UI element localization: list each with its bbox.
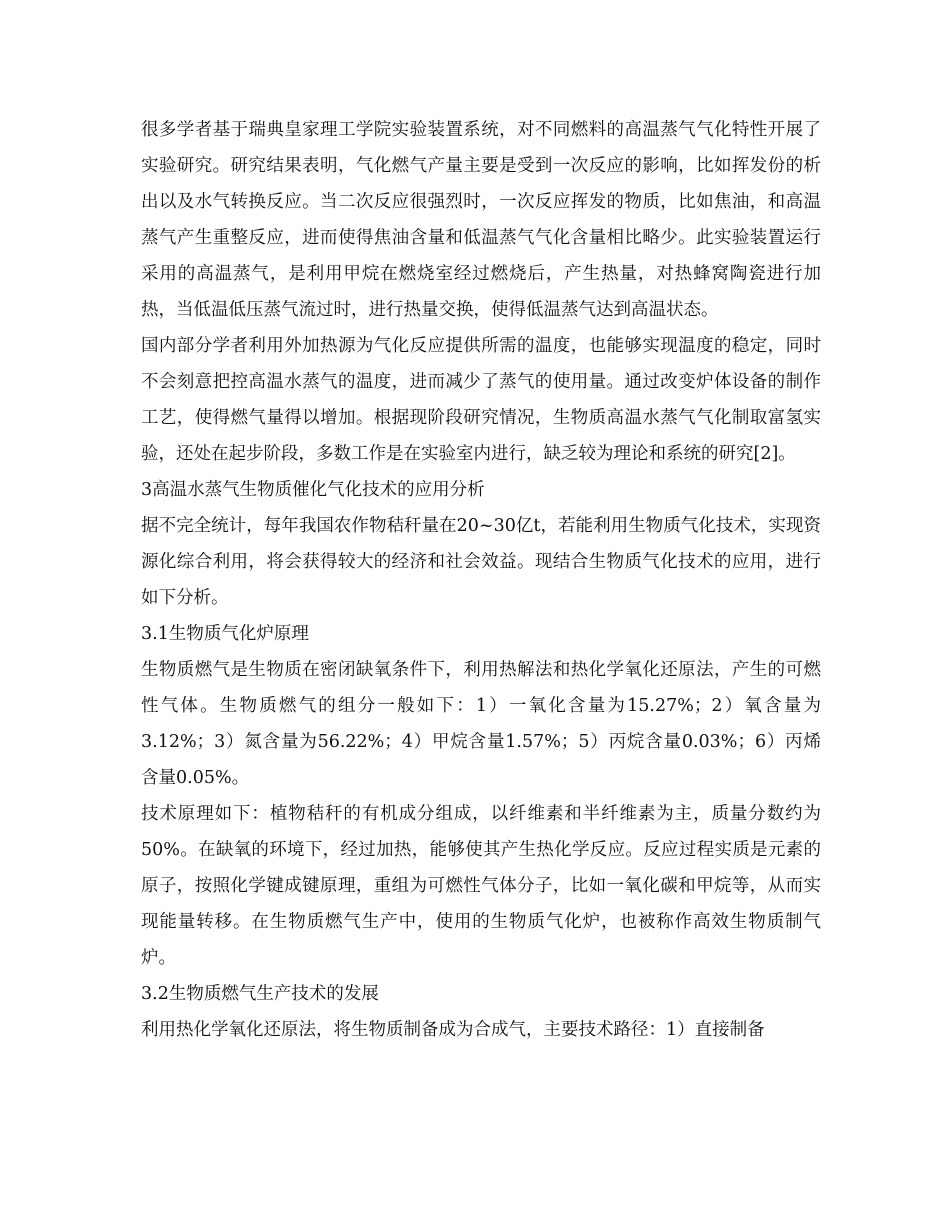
section-heading-3-1: 3.1生物质气化炉原理 xyxy=(141,624,309,644)
paragraph-technical-principle: 技术原理如下：植物秸秆的有机成分组成，以纤维素和半纤维素为主，质量分数约为50%。在缺氧的环境下，经过加热，能够使其产生热化学反应。反应过程实质是元素的原子，按照化学键成键原理，重组为可燃性气体分子，比如一氧化碳和甲烷等，从而实现能量转移。在生物质燃气生产中，使用的生物质气化炉，也被称作高效生物质制气炉。 xyxy=(141,804,821,968)
section-heading-3-2: 3.2生物质燃气生产技术的发展 xyxy=(141,984,379,1004)
paragraph-gas-composition: 生物质燃气是生物质在密闭缺氧条件下，利用热解法和热化学氧化还原法，产生的可燃性气体。生物质燃气的组分一般如下：1）一氧化含量为15.27%；2）氧含量为3.12%；3）氮含量为56.22%；4）甲烷含量1.57%；5）丙烷含量0.03%；6）丙烯含量0.05%。 xyxy=(141,660,821,788)
paragraph-kth-experiments: 很多学者基于瑞典皇家理工学院实验装置系统，对不同燃料的高温蒸气气化特性开展了实验研究。研究结果表明，气化燃气产量主要是受到一次反应的影响，比如挥发份的析出以及水气转换反应。当二次反应很强烈时，一次反应挥发的物质，比如焦油，和高温蒸气产生重整反应，进而使得焦油含量和低温蒸气气化含量相比略少。此实验装置运行采用的高温蒸气，是利用甲烷在燃烧室经过燃烧后，产生热量，对热蜂窝陶瓷进行加热，当低温低压蒸气流过时，进行热量交换，使得低温蒸气达到高温状态。 xyxy=(141,120,821,320)
paragraph-production-tech: 利用热化学氧化还原法，将生物质制备成为合成气，主要技术路径：1）直接制备 xyxy=(141,1020,765,1040)
paragraph-straw-statistics: 据不完全统计，每年我国农作物秸秆量在20~30亿t，若能利用生物质气化技术，实现资源化综合利用，将会获得较大的经济和社会效益。现结合生物质气化技术的应用，进行如下分析。 xyxy=(141,516,821,608)
section-heading-3: 3高温水蒸气生物质催化气化技术的应用分析 xyxy=(141,480,485,500)
paragraph-domestic-research: 国内部分学者利用外加热源为气化反应提供所需的温度，也能够实现温度的稳定，同时不会刻意把控高温水蒸气的温度，进而减少了蒸气的使用量。通过改变炉体设备的制作工艺，使得燃气量得以增加。根据现阶段研究情况，生物质高温水蒸气气化制取富氢实验，还处在起步阶段，多数工作是在实验室内进行，缺乏较为理论和系统的研究[2]。 xyxy=(141,336,821,464)
document-body xyxy=(141,112,821,1048)
